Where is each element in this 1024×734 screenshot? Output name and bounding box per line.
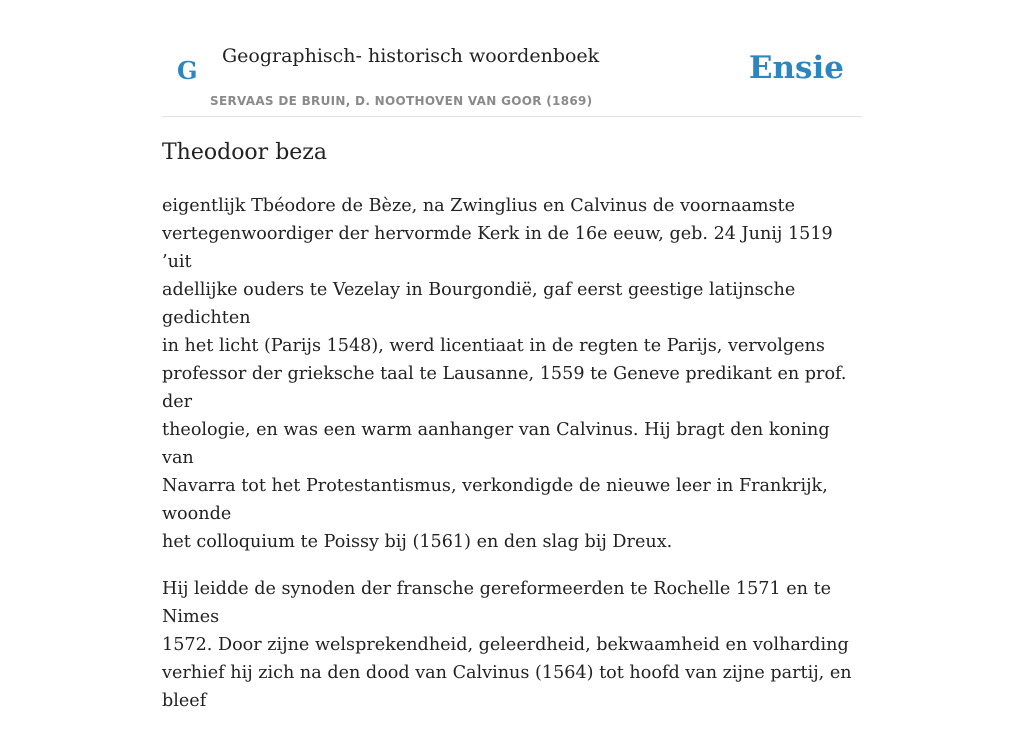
text-line: vertegenwoordiger der hervormde Kerk in de 16e eeuw, geb. 24 Junij 1519 ’uit bbox=[162, 224, 833, 272]
entry-title: Theodoor beza bbox=[162, 140, 327, 165]
book-title-link[interactable]: Geographisch- historisch woordenboek bbox=[222, 45, 600, 67]
paragraph-2 bbox=[162, 575, 862, 715]
book-author: SERVAAS DE BRUIN, D. NOOTHOVEN VAN GOOR (1869) bbox=[210, 94, 593, 108]
ensie-logo[interactable]: Ensie bbox=[748, 50, 844, 86]
entry-content bbox=[162, 192, 862, 734]
text-line: Hij leidde de synoden der fransche gereformeerden te Rochelle 1571 en te Nimes bbox=[162, 579, 832, 627]
text-line: verhief hij zich na den dood van Calvinus (1564) tot hoofd van zijne partij, en bleef bbox=[162, 663, 852, 711]
text-line: adellijke ouders te Vezelay in Bourgondië, gaf eerst geestige latijnsche gedichten bbox=[162, 280, 796, 328]
book-header bbox=[162, 0, 862, 117]
book-logo-icon[interactable]: G bbox=[177, 56, 198, 85]
paragraph-1 bbox=[162, 192, 862, 556]
page-container bbox=[162, 0, 862, 711]
text-line: professor der grieksche taal te Lausanne, 1559 te Geneve predikant en prof. der bbox=[162, 364, 847, 412]
text-line: het colloquium te Poissy bij (1561) en den slag bij Dreux. bbox=[162, 532, 673, 552]
text-line: 1572. Door zijne welsprekendheid, geleerdheid, bekwaamheid en volharding bbox=[162, 635, 849, 655]
text-line: eigentlijk Tbéodore de Bèze, na Zwinglius en Calvinus de voornaamste bbox=[162, 196, 796, 216]
text-line: theologie, en was een warm aanhanger van Calvinus. Hij bragt den koning van bbox=[162, 420, 830, 468]
text-line: Navarra tot het Protestantismus, verkondigde de nieuwe leer in Frankrijk, woonde bbox=[162, 476, 828, 524]
text-line: in het licht (Parijs 1548), werd licentiaat in de regten te Parijs, vervolgens bbox=[162, 336, 825, 356]
